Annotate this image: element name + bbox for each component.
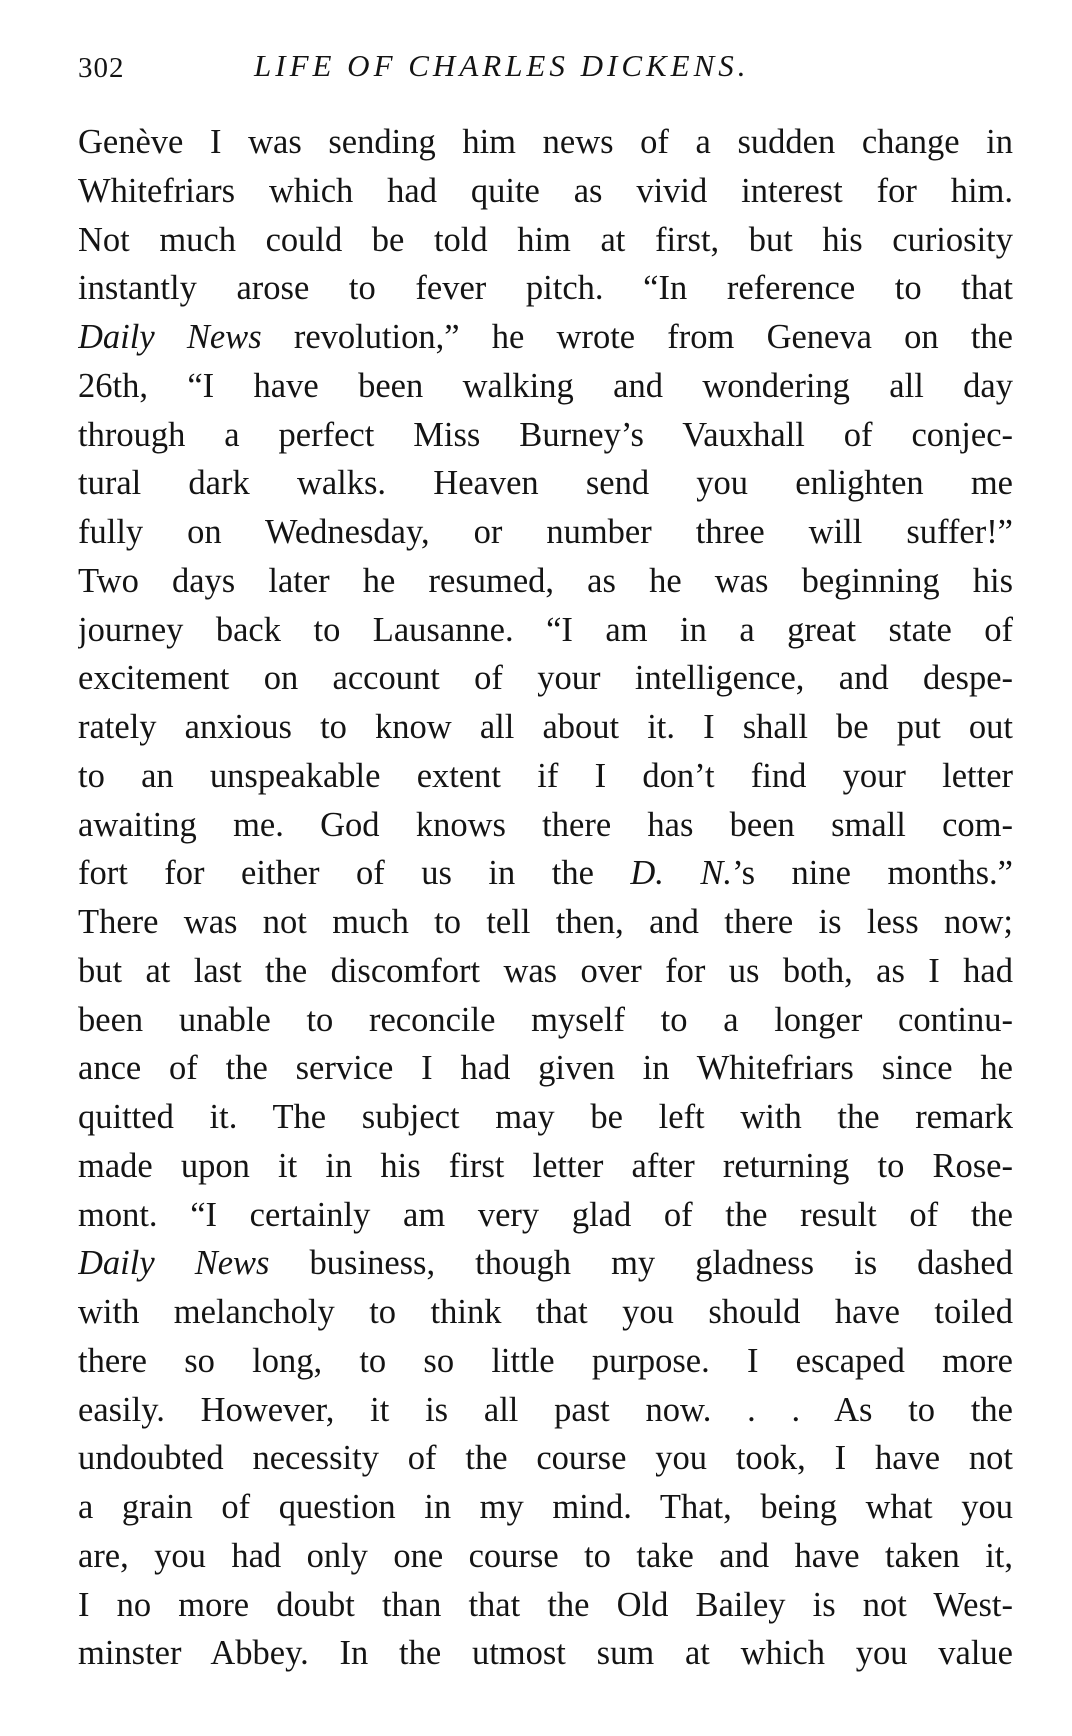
text-segment: ’s nine months.” [732, 854, 1013, 893]
text-segment: journey back to Lausanne. “I am in a great state of [78, 610, 1013, 649]
text-line [78, 1483, 1013, 1532]
text-line [78, 118, 1013, 167]
text-line [78, 654, 1013, 703]
text-line [78, 1239, 1013, 1288]
text-segment: but at last the discomfort was over for us both, as I had [78, 951, 1013, 990]
italic-text: D. N. [630, 854, 733, 893]
text-line [78, 898, 1013, 947]
text-line [78, 606, 1013, 655]
text-segment: there so long, to so little purpose. I escaped more [78, 1341, 1013, 1380]
text-line [78, 1434, 1013, 1483]
text-segment: tural dark walks. Heaven send you enlighten me [78, 464, 1013, 503]
text-segment: undoubted necessity of the course you took, I have not [78, 1439, 1013, 1478]
text-line [78, 167, 1013, 216]
body-text [78, 118, 1013, 1678]
text-segment: quitted it. The subject may be left with the remark [78, 1098, 1013, 1136]
page-number: 302 [78, 52, 125, 84]
text-line [78, 362, 1013, 411]
text-line [78, 1629, 1013, 1678]
text-segment: mont. “I certainly am very glad of the result of the [78, 1195, 1013, 1234]
text-segment: awaiting me. God knows there has been small com- [78, 805, 1013, 844]
text-line [78, 1142, 1013, 1191]
text-segment: Two days later he resumed, as he was beginning his [78, 561, 1013, 600]
text-segment: ance of the service I had given in Whitefriars since he [78, 1049, 1013, 1088]
text-segment: business, though my gladness is dashed [269, 1244, 1013, 1283]
running-title: LIFE OF CHARLES DICKENS. [254, 48, 750, 83]
text-line [78, 264, 1013, 313]
text-line [78, 1532, 1013, 1581]
text-segment: instantly arose to fever pitch. “In reference to that [78, 269, 1013, 308]
text-line [78, 947, 1013, 996]
text-segment: Whitefriars which had quite as vivid interest for him. [78, 171, 1013, 210]
text-line [78, 752, 1013, 801]
text-line [78, 801, 1013, 850]
italic-text: Daily News [78, 318, 262, 356]
text-line [78, 849, 1013, 898]
text-segment: through a perfect Miss Burney’s Vauxhall of conjec- [78, 415, 1013, 454]
text-line [78, 996, 1013, 1045]
text-line [78, 1093, 1013, 1142]
text-line [78, 1386, 1013, 1435]
text-segment: fort for either of us in the [78, 854, 631, 893]
text-line [78, 1191, 1013, 1240]
text-segment: easily. However, it is all past now. . . As to the [78, 1390, 1013, 1429]
text-segment: to an unspeakable extent if I don’t find your letter [78, 756, 1013, 795]
text-line [78, 703, 1013, 752]
text-segment: revolution,” he wrote from Geneva on the [261, 318, 1013, 356]
text-line [78, 411, 1013, 460]
text-segment: excitement on account of your intelligence, and despe- [78, 659, 1013, 698]
text-line [78, 508, 1013, 557]
italic-text: Daily News [78, 1244, 270, 1283]
text-segment: minster Abbey. In the utmost sum at which you value [78, 1634, 1013, 1673]
text-segment: 26th, “I have been walking and wondering all day [78, 366, 1013, 405]
text-segment: Not much could be told him at first, but his curiosity [78, 220, 1013, 259]
text-segment: a grain of question in my mind. That, being what you [78, 1488, 1013, 1526]
text-segment: with melancholy to think that you should have toiled [78, 1293, 1013, 1331]
text-line [78, 1337, 1013, 1386]
text-segment: fully on Wednesday, or number three will suffer!” [78, 513, 1013, 551]
text-line [78, 1044, 1013, 1093]
text-line [78, 557, 1013, 606]
text-line [78, 216, 1013, 265]
text-line [78, 459, 1013, 508]
running-head [78, 44, 1018, 88]
text-segment: are, you had only one course to take and have taken it, [78, 1536, 1013, 1575]
text-segment: made upon it in his first letter after returning to Rose- [78, 1146, 1013, 1185]
text-segment: I no more doubt than that the Old Bailey is not West- [78, 1585, 1013, 1624]
text-segment: There was not much to tell then, and there is less now; [78, 903, 1013, 941]
text-segment: rately anxious to know all about it. I shall be put out [78, 708, 1013, 746]
text-segment: been unable to reconcile myself to a longer continu- [78, 1000, 1013, 1039]
text-line [78, 1288, 1013, 1337]
text-line [78, 313, 1013, 362]
text-segment: Genève I was sending him news of a sudden change in [78, 123, 1013, 161]
text-line [78, 1581, 1013, 1630]
